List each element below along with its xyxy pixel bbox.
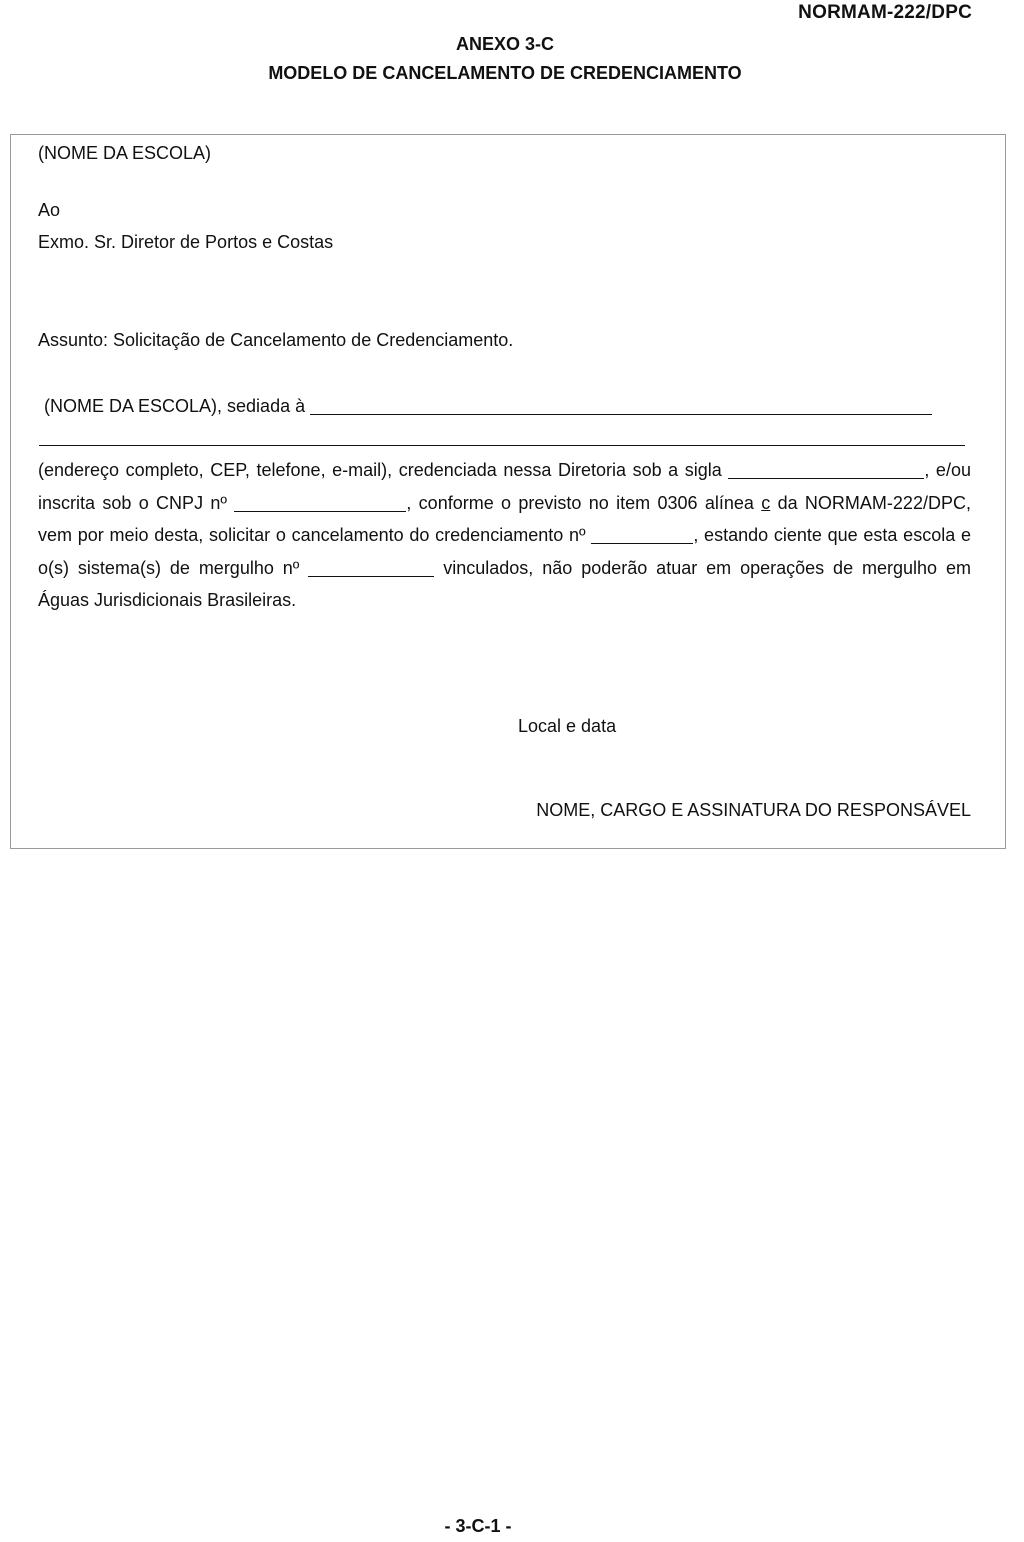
- title-block: [0, 30, 1010, 88]
- body-cnpj-text: , e/ou inscrita sob o CNPJ nº: [38, 460, 971, 513]
- acronym-blank: [728, 460, 924, 479]
- credential-number-blank: [591, 525, 693, 544]
- body-request-text: da NORMAM-222/DPC, vem por meio desta, solicitar o cancelamento do credenciamento nº: [38, 492, 971, 545]
- body-paragraph: [38, 454, 971, 617]
- document-title: MODELO DE CANCELAMENTO DE CREDENCIAMENTO: [268, 63, 742, 83]
- annex-title: ANEXO 3-C: [455, 34, 554, 54]
- document-reference: NORMAM-222/DPC: [798, 2, 972, 23]
- address-blank: [310, 396, 932, 415]
- addressee-name: Exmo. Sr. Diretor de Portos e Costas: [38, 232, 334, 252]
- body-address-text: (endereço completo, CEP, telefone, e-mail), credenciada nessa Diretoria sob a sigla: [38, 460, 722, 480]
- addressee-to: Ao: [38, 200, 61, 220]
- place-and-date: Local e data: [518, 716, 617, 736]
- body-systems-text: , estando ciente que esta escola e o(s) sistema(s) de mergulho nº: [38, 525, 971, 578]
- body-item-text: , conforme o previsto no item 0306 alínea: [406, 492, 754, 513]
- diving-system-number-blank: [308, 558, 434, 577]
- signature-line: NOME, CARGO E ASSINATURA DO RESPONSÁVEL: [536, 800, 971, 820]
- body-closing-text: vinculados, não poderão atuar em operações de mergulho em Águas Jurisdicionais Brasileiras.: [38, 557, 971, 610]
- form-model-box: [10, 134, 1006, 849]
- address-blank-full-line: [39, 445, 965, 446]
- alinea-letter: c: [761, 492, 771, 513]
- body-opening-line: [44, 390, 932, 422]
- cnpj-blank: [234, 493, 406, 512]
- page-number: - 3-C-1 -: [444, 1516, 512, 1536]
- school-name-placeholder: (NOME DA ESCOLA): [38, 143, 212, 163]
- subject-line: Assunto: Solicitação de Cancelamento de Credenciamento.: [38, 330, 514, 350]
- body-opening-text: (NOME DA ESCOLA), sediada à: [44, 396, 306, 416]
